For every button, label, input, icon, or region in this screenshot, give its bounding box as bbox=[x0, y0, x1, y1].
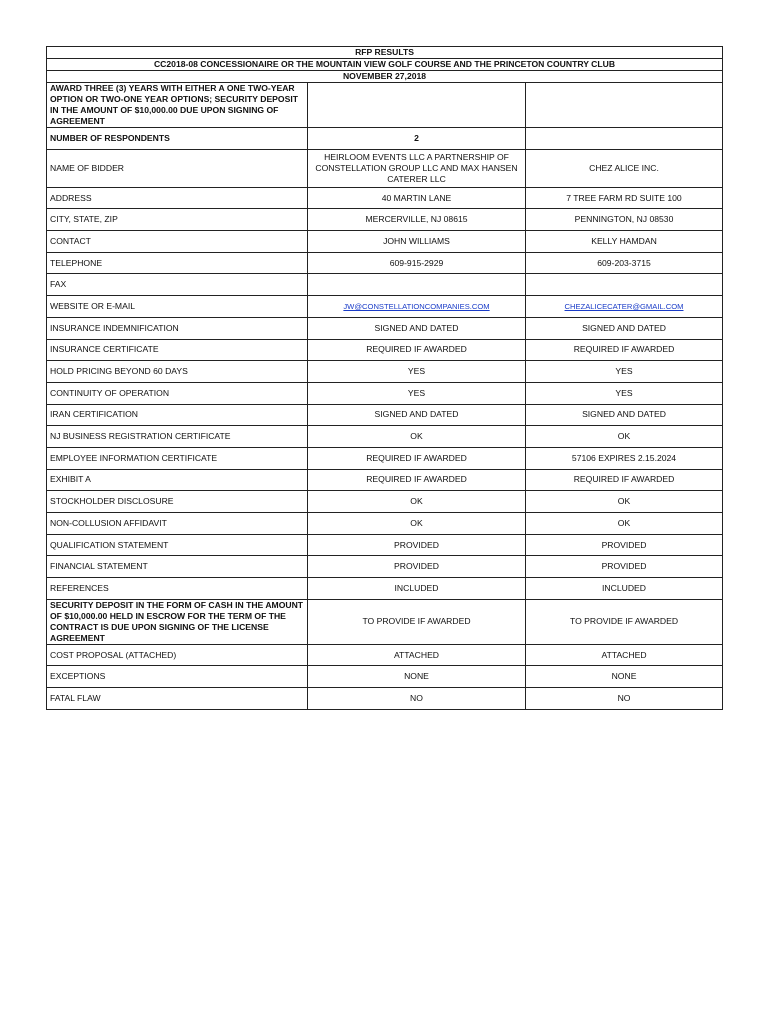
row-label: CITY, STATE, ZIP bbox=[47, 209, 308, 231]
bidder-2-value: SIGNED AND DATED bbox=[526, 317, 723, 339]
bidder-2-value: OK bbox=[526, 491, 723, 513]
bidder-name-1: HEIRLOOM EVENTS LLC A PARTNERSHIP OF CONSTELLATION GROUP LLC AND MAX HANSEN CATERER LLC bbox=[308, 149, 526, 187]
bidder-1-value: YES bbox=[308, 361, 526, 383]
bidder-1-value: NO bbox=[308, 688, 526, 710]
bidder-1-value: 609-915-2929 bbox=[308, 252, 526, 274]
bidder-1-value: REQUIRED IF AWARDED bbox=[308, 339, 526, 361]
bidder-2-value: NONE bbox=[526, 666, 723, 688]
bidder-2-value: PENNINGTON, NJ 08530 bbox=[526, 209, 723, 231]
table-row-employee-information-certificate bbox=[47, 447, 723, 469]
table-row-address bbox=[47, 187, 723, 209]
table-row-iran-certification bbox=[47, 404, 723, 426]
table-row-hold-pricing-beyond-60-days bbox=[47, 361, 723, 383]
respondents-label: NUMBER OF RESPONDENTS bbox=[47, 128, 308, 150]
row-label: HOLD PRICING BEYOND 60 DAYS bbox=[47, 361, 308, 383]
email-cell-1 bbox=[308, 296, 526, 318]
row-label: ADDRESS bbox=[47, 187, 308, 209]
row-label: QUALIFICATION STATEMENT bbox=[47, 534, 308, 556]
award-blank-2 bbox=[526, 83, 723, 128]
bidder-1-value: OK bbox=[308, 513, 526, 535]
table-row-security-deposit-in-the-form-of-cash-in-the-amount-of-10-000-00-held-in-escrow-for-the-term-of-the-contract-is-due-upon-signing-of-the-license-agreement bbox=[47, 599, 723, 644]
bidder-2-value: PROVIDED bbox=[526, 556, 723, 578]
bidder-label: NAME OF BIDDER bbox=[47, 149, 308, 187]
table-row-city-state-zip bbox=[47, 209, 723, 231]
bidder-2-value: YES bbox=[526, 382, 723, 404]
bidder-1-value: NONE bbox=[308, 666, 526, 688]
row-label: SECURITY DEPOSIT IN THE FORM OF CASH IN THE AMOUNT OF $10,000.00 HELD IN ESCROW FOR THE TERM OF THE CONTRACT IS DUE UPON SIGNING OF THE LICENSE AGREEMENT bbox=[47, 599, 308, 644]
bidder-1-value: REQUIRED IF AWARDED bbox=[308, 447, 526, 469]
table-row-financial-statement bbox=[47, 556, 723, 578]
bidder-2-value: YES bbox=[526, 361, 723, 383]
table-row-cost-proposal-attached bbox=[47, 644, 723, 666]
bidder-1-value: 40 MARTIN LANE bbox=[308, 187, 526, 209]
bidder-2-value: PROVIDED bbox=[526, 534, 723, 556]
respondents-count: 2 bbox=[308, 128, 526, 150]
bidder-2-value: 609-203-3715 bbox=[526, 252, 723, 274]
bidder-1-value: SIGNED AND DATED bbox=[308, 317, 526, 339]
table-row-telephone bbox=[47, 252, 723, 274]
table-row-exceptions bbox=[47, 666, 723, 688]
row-label: NJ BUSINESS REGISTRATION CERTIFICATE bbox=[47, 426, 308, 448]
bidder-2-value: SIGNED AND DATED bbox=[526, 404, 723, 426]
row-label: COST PROPOSAL (ATTACHED) bbox=[47, 644, 308, 666]
bidder-1-value bbox=[308, 274, 526, 296]
bidder-name-2: CHEZ ALICE INC. bbox=[526, 149, 723, 187]
table-row-references bbox=[47, 578, 723, 600]
row-label: EXCEPTIONS bbox=[47, 666, 308, 688]
bidder-2-value: INCLUDED bbox=[526, 578, 723, 600]
document-date: NOVEMBER 27,2018 bbox=[47, 71, 723, 83]
table-row-contact bbox=[47, 231, 723, 253]
bidder-2-value: REQUIRED IF AWARDED bbox=[526, 469, 723, 491]
row-label: STOCKHOLDER DISCLOSURE bbox=[47, 491, 308, 513]
bidder-1-value: OK bbox=[308, 426, 526, 448]
bidder-2-value: OK bbox=[526, 426, 723, 448]
bidder-1-value: REQUIRED IF AWARDED bbox=[308, 469, 526, 491]
table-row-website-or-e-mail bbox=[47, 296, 723, 318]
table-row-qualification-statement bbox=[47, 534, 723, 556]
bidder-2-value: ATTACHED bbox=[526, 644, 723, 666]
row-label: INSURANCE INDEMNIFICATION bbox=[47, 317, 308, 339]
bidder-2-value: REQUIRED IF AWARDED bbox=[526, 339, 723, 361]
bidder-1-value: OK bbox=[308, 491, 526, 513]
bidder-2-value: OK bbox=[526, 513, 723, 535]
table-row-fatal-flaw bbox=[47, 688, 723, 710]
bidder-1-value: ATTACHED bbox=[308, 644, 526, 666]
bidder-2-value: 7 TREE FARM RD SUITE 100 bbox=[526, 187, 723, 209]
row-label: CONTINUITY OF OPERATION bbox=[47, 382, 308, 404]
bidder-1-value: PROVIDED bbox=[308, 556, 526, 578]
bidder-1-value: TO PROVIDE IF AWARDED bbox=[308, 599, 526, 644]
document-subtitle: CC2018-08 CONCESSIONAIRE OR THE MOUNTAIN VIEW GOLF COURSE AND THE PRINCETON COUNTRY CLUB bbox=[47, 59, 723, 71]
email-link[interactable]: JW@CONSTELLATIONCOMPANIES.COM bbox=[343, 301, 490, 311]
table-row-stockholder-disclosure bbox=[47, 491, 723, 513]
bidder-1-value: SIGNED AND DATED bbox=[308, 404, 526, 426]
bidder-1-value: PROVIDED bbox=[308, 534, 526, 556]
table-row-non-collusion-affidavit bbox=[47, 513, 723, 535]
bidder-1-value: YES bbox=[308, 382, 526, 404]
row-label: FINANCIAL STATEMENT bbox=[47, 556, 308, 578]
bidder-1-value: MERCERVILLE, NJ 08615 bbox=[308, 209, 526, 231]
bidder-2-value bbox=[526, 274, 723, 296]
email-cell-2 bbox=[526, 296, 723, 318]
row-label: INSURANCE CERTIFICATE bbox=[47, 339, 308, 361]
bidder-2-value: TO PROVIDE IF AWARDED bbox=[526, 599, 723, 644]
rfp-results-table bbox=[46, 46, 723, 710]
table-row-exhibit-a bbox=[47, 469, 723, 491]
row-label: EMPLOYEE INFORMATION CERTIFICATE bbox=[47, 447, 308, 469]
row-label: TELEPHONE bbox=[47, 252, 308, 274]
bidder-1-value: JOHN WILLIAMS bbox=[308, 231, 526, 253]
document-title: RFP RESULTS bbox=[47, 47, 723, 59]
table-row-insurance-certificate bbox=[47, 339, 723, 361]
respondents-blank bbox=[526, 128, 723, 150]
row-label: EXHIBIT A bbox=[47, 469, 308, 491]
bidder-2-value: 57106 EXPIRES 2.15.2024 bbox=[526, 447, 723, 469]
row-label: CONTACT bbox=[47, 231, 308, 253]
email-link[interactable]: CHEZALICECATER@GMAIL.COM bbox=[564, 301, 684, 311]
bidder-2-value: KELLY HAMDAN bbox=[526, 231, 723, 253]
award-terms: AWARD THREE (3) YEARS WITH EITHER A ONE TWO-YEAR OPTION OR TWO-ONE YEAR OPTIONS; SECURITY DEPOSIT IN THE AMOUNT OF $10,000.00 DUE UPON SIGNING OF AGREEMENT bbox=[47, 83, 308, 128]
award-blank-1 bbox=[308, 83, 526, 128]
bidder-2-value: NO bbox=[526, 688, 723, 710]
table-row-insurance-indemnification bbox=[47, 317, 723, 339]
row-label: WEBSITE OR E-MAIL bbox=[47, 296, 308, 318]
row-label: FATAL FLAW bbox=[47, 688, 308, 710]
table-row-continuity-of-operation bbox=[47, 382, 723, 404]
row-label: REFERENCES bbox=[47, 578, 308, 600]
bidder-1-value: INCLUDED bbox=[308, 578, 526, 600]
table-row-nj-business-registration-certificate bbox=[47, 426, 723, 448]
row-label: FAX bbox=[47, 274, 308, 296]
row-label: NON-COLLUSION AFFIDAVIT bbox=[47, 513, 308, 535]
table-row-fax bbox=[47, 274, 723, 296]
row-label: IRAN CERTIFICATION bbox=[47, 404, 308, 426]
